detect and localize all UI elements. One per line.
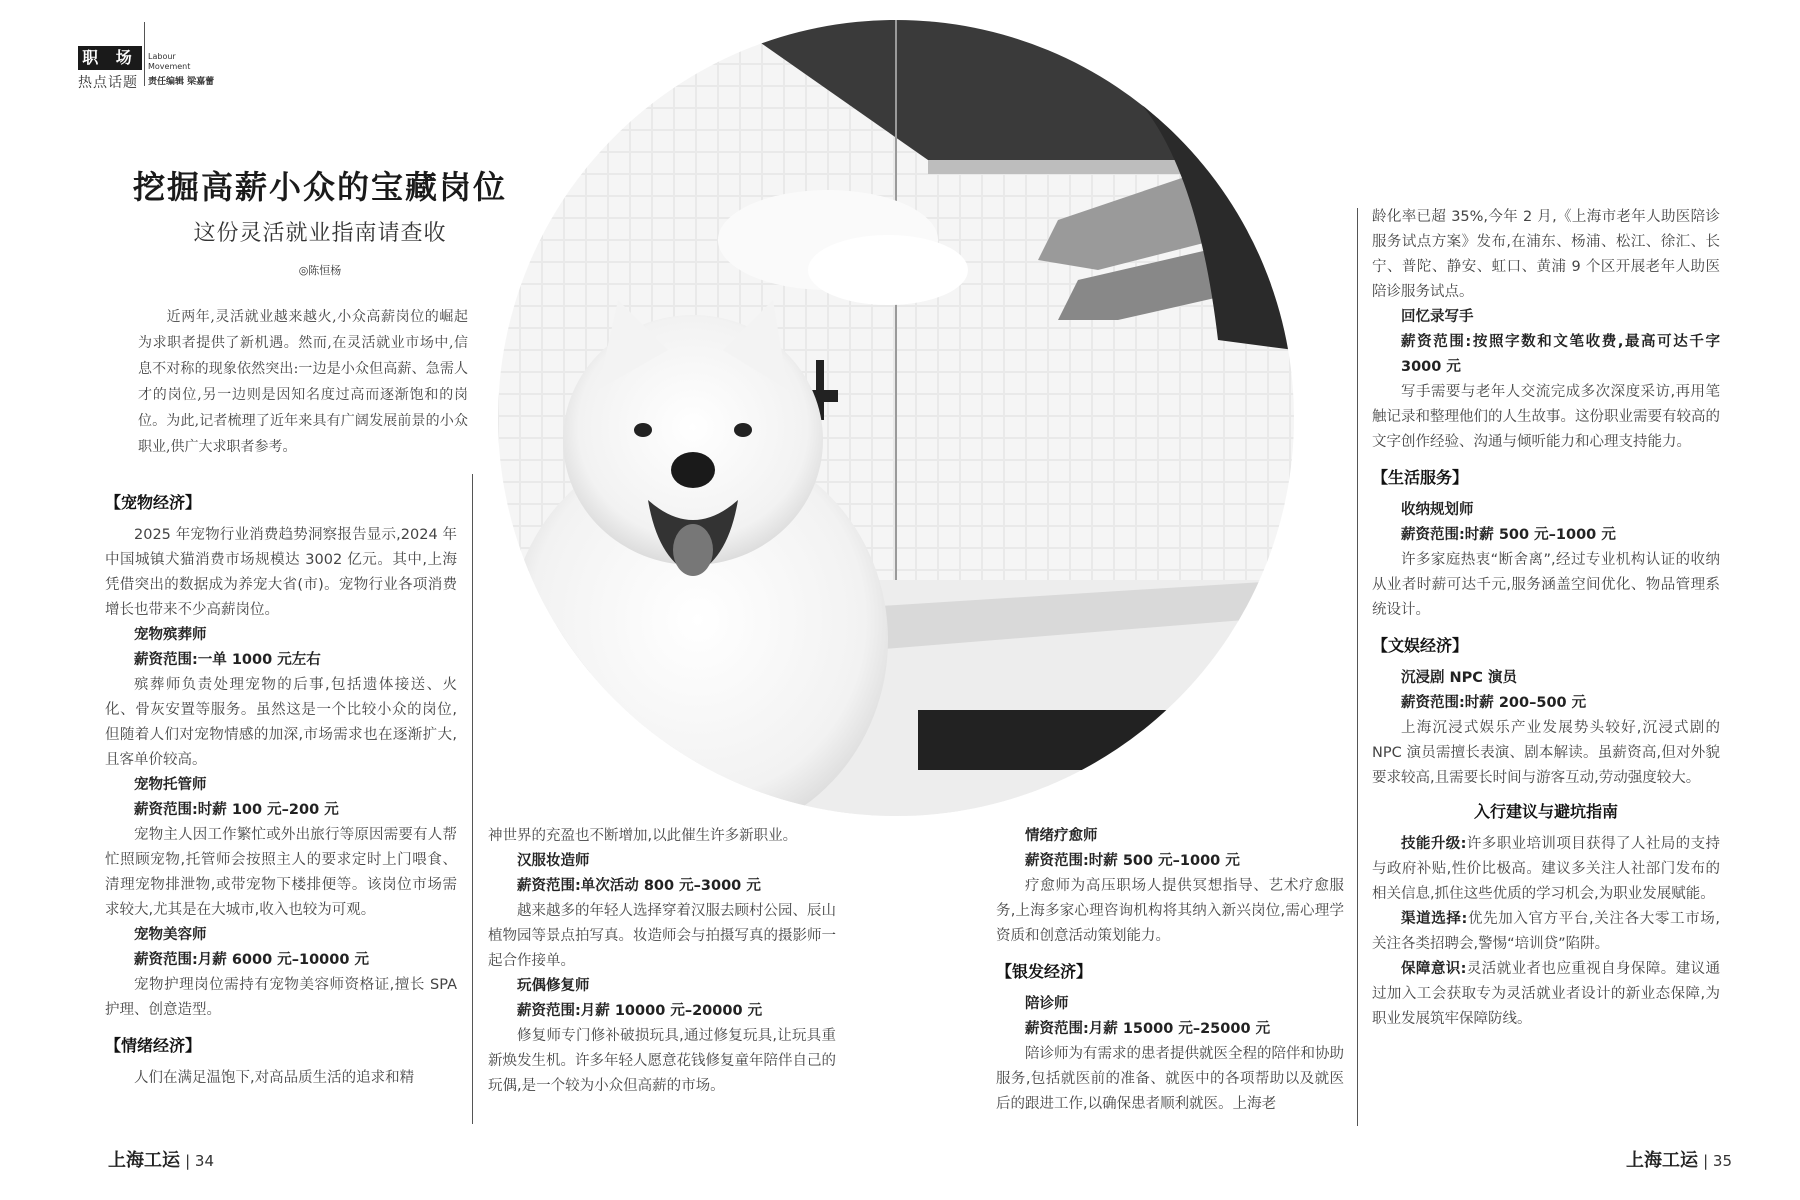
- column-divider: [1357, 208, 1358, 1126]
- column-divider: [472, 474, 473, 1124]
- paragraph: 宠物护理岗位需持有宠物美容师资格证,擅长 SPA 护理、创意造型。: [105, 977, 457, 1018]
- page-separator: |: [185, 1152, 195, 1170]
- section-subtitle: 热点话题: [78, 75, 138, 91]
- section-badge: 职 场: [78, 46, 142, 70]
- paragraph: 宠物主人因工作繁忙或外出旅行等原因需要有人帮忙照顾宠物,托管师会按照主人的要求定时上门喂食、清理宠物排泄物,或带宠物下楼排便等。该岗位市场需求较大,尤其是在大城市,收入也较为可观。: [105, 827, 457, 918]
- paragraph: 越来越多的年轻人选择穿着汉服去顾村公园、辰山植物园等景点拍写真。妆造师会与拍摄写真的摄影师一起合作接单。: [488, 903, 836, 969]
- editor-credit: 责任编辑 梁嘉蕾: [148, 77, 215, 87]
- advice-item: [1372, 957, 1720, 1032]
- photo-illustration: [498, 20, 1294, 816]
- paragraph: 龄化率已超 35%,今年 2 月,《上海市老年人助医陪诊服务试点方案》发布,在浦东、杨浦、松江、徐汇、长宁、普陀、静安、虹口、黄浦 9 个区开展老年人助医陪诊服务试点。: [1372, 209, 1720, 300]
- paragraph: 许多家庭热衷“断舍离”,经过专业机构认证的收纳从业者时薪可达千元,服务涵盖空间优化、物品管理系统设计。: [1372, 552, 1720, 618]
- advice-item: [1372, 832, 1720, 907]
- column-1: [105, 480, 457, 1091]
- dog-grooming-photo: [498, 20, 1294, 816]
- job-title: 宠物殡葬师: [134, 627, 207, 643]
- advice-label: 渠道选择:: [1401, 911, 1468, 927]
- section-english-line1: Labour: [148, 52, 176, 61]
- salary-range: 薪资范围:月薪 6000 元–10000 元: [134, 952, 369, 968]
- section-heading-pet: 【宠物经济】: [105, 493, 202, 512]
- job-title: 情绪疗愈师: [1025, 828, 1098, 844]
- job-title: 陪诊师: [1025, 996, 1069, 1012]
- salary-range: 薪资范围:时薪 200–500 元: [1401, 695, 1587, 711]
- job-title: 收纳规划师: [1401, 502, 1474, 518]
- header-divider: [144, 22, 145, 86]
- page-separator: |: [1703, 1152, 1713, 1170]
- section-english: [148, 52, 208, 72]
- paragraph: 修复师专门修补破损玩具,通过修复玩具,让玩具重新焕发生机。许多年轻人愿意花钱修复童年陪伴自己的玩偶,是一个较为小众但高薪的市场。: [488, 1028, 836, 1094]
- article-intro: [138, 304, 468, 460]
- salary-range: 薪资范围:时薪 100 元–200 元: [134, 802, 339, 818]
- advice-text: 许多职业培训项目获得了人社局的支持与政府补贴,性价比极高。建议多关注人社部门发布的相关信息,抓住这些优质的学习机会,为职业发展赋能。: [1372, 836, 1720, 902]
- paragraph: 疗愈师为高压职场人提供冥想指导、艺术疗愈服务,上海多家心理咨询机构将其纳入新兴岗位,需心理学资质和创意活动策划能力。: [996, 878, 1344, 944]
- column-2: [488, 824, 836, 1099]
- paragraph: 人们在满足温饱下,对高品质生活的追求和精: [134, 1070, 415, 1086]
- salary-range: 薪资范围:月薪 15000 元–25000 元: [1025, 1021, 1271, 1037]
- section-english-line2: Movement: [148, 62, 191, 71]
- footer-left: [108, 1146, 214, 1172]
- article-intro-text: 近两年,灵活就业越来越火,小众高薪岗位的崛起为求职者提供了新机遇。然而,在灵活就业市场中,信息不对称的现象依然突出:一边是小众但高薪、急需人才的岗位,另一边则是因知名度过高而逐渐饱和的岗位。为此,记者梳理了近年来具有广阔发展前景的小众职业,供广大求职者参考。: [138, 309, 468, 455]
- column-4: [1372, 205, 1720, 1032]
- job-title: 玩偶修复师: [517, 978, 590, 994]
- paragraph: 写手需要与老年人交流完成多次深度采访,再用笔触记录和整理他们的人生故事。这份职业需要有较高的文字创作经验、沟通与倾听能力和心理支持能力。: [1372, 384, 1720, 450]
- page-number-right: 35: [1712, 1152, 1733, 1170]
- section-heading-life: 【生活服务】: [1372, 468, 1469, 487]
- salary-range: 薪资范围:按照字数和文笔收费,最高可达千字 3000 元: [1401, 334, 1720, 375]
- paragraph: 上海沉浸式娱乐产业发展势头较好,沉浸式剧的 NPC 演员需擅长表演、剧本解读。虽薪资高,但对外貌要求较高,且需要长时间与游客互动,劳动强度较大。: [1372, 720, 1720, 786]
- advice-item: [1372, 907, 1720, 957]
- salary-range: 薪资范围:时薪 500 元–1000 元: [1025, 853, 1240, 869]
- article-subtitle: 这份灵活就业指南请查收: [193, 221, 447, 246]
- salary-range: 薪资范围:单次活动 800 元–3000 元: [517, 878, 761, 894]
- column-3: [996, 824, 1344, 1117]
- section-heading-entertainment: 【文娱经济】: [1372, 636, 1469, 655]
- job-title: 宠物美容师: [134, 927, 207, 943]
- advice-label: 技能升级:: [1401, 836, 1467, 852]
- advice-label: 保障意识:: [1401, 961, 1467, 977]
- advice-text: 灵活就业者也应重视自身保障。建议通过加入工会获取专为灵活就业者设计的新业态保障,为职业发展筑牢保障防线。: [1372, 961, 1720, 1027]
- job-title: 沉浸剧 NPC 演员: [1401, 670, 1517, 686]
- advice-text: 优先加入官方平台,关注各大零工市场,关注各类招聘会,警惕“培训贷”陷阱。: [1372, 911, 1720, 952]
- paragraph: 2025 年宠物行业消费趋势洞察报告显示,2024 年中国城镇犬猫消费市场规模达 3002 亿元。其中,上海凭借突出的数据成为养宠大省(市)。宠物行业各项消费增长也带来不少高薪岗位。: [105, 527, 457, 618]
- salary-range: 薪资范围:一单 1000 元左右: [134, 652, 321, 668]
- paragraph: 殡葬师负责处理宠物的后事,包括遗体接送、火化、骨灰安置等服务。虽然这是一个比较小众的岗位,但随着人们对宠物情感的加深,市场需求也在逐渐扩大,且客单价较高。: [105, 677, 457, 768]
- section-heading-silver: 【银发经济】: [996, 962, 1093, 981]
- page-number-left: 34: [194, 1152, 215, 1170]
- magazine-logo: 上海工运: [1626, 1150, 1698, 1171]
- section-heading-emotion: 【情绪经济】: [105, 1036, 202, 1055]
- job-title: 回忆录写手: [1401, 309, 1474, 325]
- salary-range: 薪资范围:时薪 500 元–1000 元: [1401, 527, 1616, 543]
- advice-heading: 入行建议与避坑指南: [1473, 802, 1618, 821]
- paragraph: 神世界的充盈也不断增加,以此催生许多新职业。: [488, 828, 798, 844]
- salary-range: 薪资范围:月薪 10000 元–20000 元: [517, 1003, 763, 1019]
- paragraph: 陪诊师为有需求的患者提供就医全程的陪伴和协助服务,包括就医前的准备、就医中的各项帮助以及就医后的跟进工作,以确保患者顺利就医。上海老: [996, 1046, 1344, 1112]
- article-byline: ◎陈恒杨: [298, 264, 342, 277]
- magazine-logo: 上海工运: [108, 1150, 180, 1171]
- article-title: 挖掘高薪小众的宝藏岗位: [132, 168, 507, 206]
- footer-right: [1626, 1146, 1732, 1172]
- job-title: 汉服妆造师: [517, 853, 590, 869]
- job-title: 宠物托管师: [134, 777, 207, 793]
